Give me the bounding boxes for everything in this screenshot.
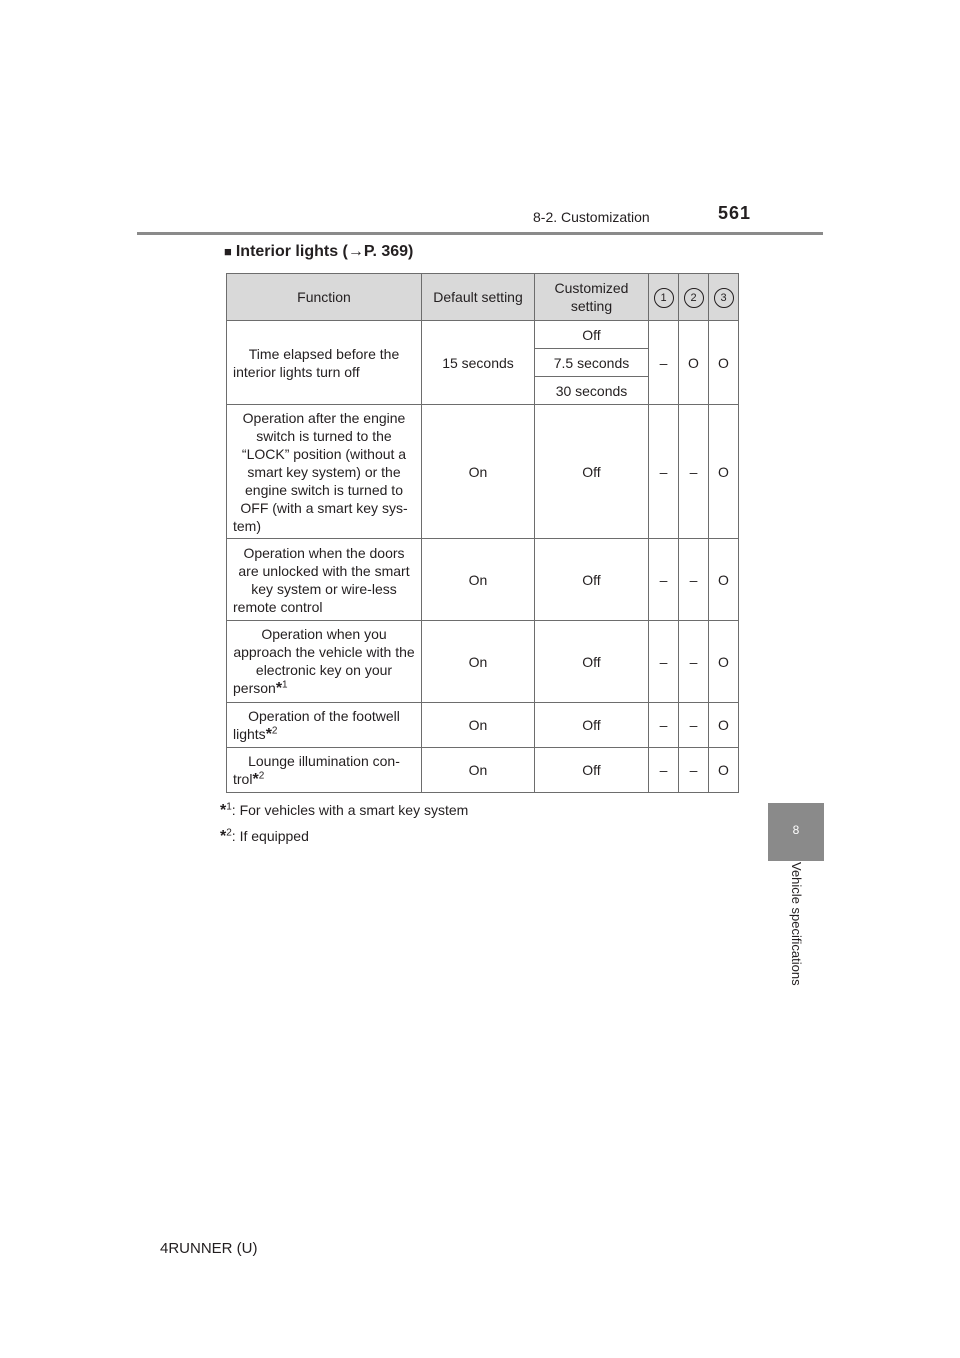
- footnote-1: *$^1$: For vehicles with a smart key system: [220, 801, 469, 819]
- custom-cell: Off: [535, 539, 649, 621]
- section-title: 8-2. Customization: [533, 209, 650, 225]
- method-3-cell: O: [709, 539, 739, 621]
- settings-table: [226, 273, 739, 793]
- function-cell: Operation when you approach the vehicle with the electronic key on your person*$^1$: [227, 621, 422, 703]
- default-cell: On: [422, 539, 535, 621]
- function-cell: Operation after the engine switch is turned to the “LOCK” position (without a smart key system) or the engine switch is turned to OFF (with a smart key sys-tem): [227, 405, 422, 539]
- header-divider: [137, 232, 823, 235]
- table-row: [227, 748, 739, 793]
- method-2-cell: –: [679, 539, 709, 621]
- footnote-number: 2: [271, 724, 278, 736]
- custom-cell: Off: [535, 748, 649, 793]
- method-3-cell: O: [709, 703, 739, 748]
- table-row: [227, 539, 739, 621]
- header-function: Function: [227, 274, 422, 321]
- method-3-cell: O: [709, 321, 739, 405]
- method-3-cell: O: [709, 621, 739, 703]
- footnote-marker: *: [252, 770, 259, 788]
- function-cell: Operation of the footwell lights*$^2$: [227, 703, 422, 748]
- page-reference-link[interactable]: P. 369): [363, 243, 414, 260]
- header-customized-setting: Customized setting: [535, 274, 649, 321]
- custom-cell: Off: [535, 621, 649, 703]
- method-1-cell: –: [649, 621, 679, 703]
- header-method-2: [679, 274, 709, 321]
- method-1-cell: –: [649, 321, 679, 405]
- circled-number-2-icon: 2: [684, 288, 704, 308]
- circled-number-1-icon: 1: [654, 288, 674, 308]
- chapter-number: 8: [792, 823, 800, 837]
- square-bullet-icon: ■: [224, 244, 232, 259]
- footnote-marker: *: [265, 725, 272, 743]
- custom-cell: Off: [535, 405, 649, 539]
- default-cell: On: [422, 748, 535, 793]
- footnote-2: *$^2$: If equipped: [220, 827, 309, 845]
- custom-cell: Off: [535, 703, 649, 748]
- method-1-cell: –: [649, 748, 679, 793]
- function-cell: Lounge illumination con-trol*$^2$: [227, 748, 422, 793]
- method-2-cell: O: [679, 321, 709, 405]
- custom-option-cell: Off: [535, 321, 649, 349]
- header-method-3: [709, 274, 739, 321]
- footnote-number: 2: [258, 769, 265, 781]
- method-1-cell: –: [649, 703, 679, 748]
- header-default-setting: Default setting: [422, 274, 535, 321]
- default-cell: On: [422, 703, 535, 748]
- table-row: [227, 703, 739, 748]
- method-2-cell: –: [679, 703, 709, 748]
- method-2-cell: –: [679, 405, 709, 539]
- table-header-row: [227, 274, 739, 321]
- circled-number-3-icon: 3: [714, 288, 734, 308]
- footnote-number: 1: [282, 679, 288, 691]
- method-2-cell: –: [679, 748, 709, 793]
- page-number: 561: [718, 203, 752, 223]
- table-row: [227, 321, 739, 349]
- function-cell: Operation when the doors are unlocked with the smart key system or wire-less remote control: [227, 539, 422, 621]
- method-2-cell: –: [679, 621, 709, 703]
- custom-option-cell: 30 seconds: [535, 377, 649, 405]
- footnote-marker: *: [275, 680, 283, 697]
- method-1-cell: –: [649, 539, 679, 621]
- default-cell: On: [422, 621, 535, 703]
- method-3-cell: O: [709, 405, 739, 539]
- custom-option-cell: 7.5 seconds: [535, 349, 649, 377]
- table-row: [227, 405, 739, 539]
- header-method-1: [649, 274, 679, 321]
- method-1-cell: –: [649, 405, 679, 539]
- section-heading: [224, 243, 413, 261]
- method-3-cell: O: [709, 748, 739, 793]
- function-cell: Time elapsed before the interior lights turn off: [227, 321, 422, 405]
- default-cell: 15 seconds: [422, 321, 535, 405]
- default-cell: On: [422, 405, 535, 539]
- heading-title: Interior lights (: [235, 243, 348, 260]
- chapter-label: Vehicle specifications: [789, 862, 804, 986]
- chapter-tab[interactable]: [768, 803, 824, 861]
- table-row: [227, 621, 739, 703]
- model-name: 4RUNNER (U): [160, 1240, 258, 1257]
- arrow-right-icon: →: [347, 243, 364, 260]
